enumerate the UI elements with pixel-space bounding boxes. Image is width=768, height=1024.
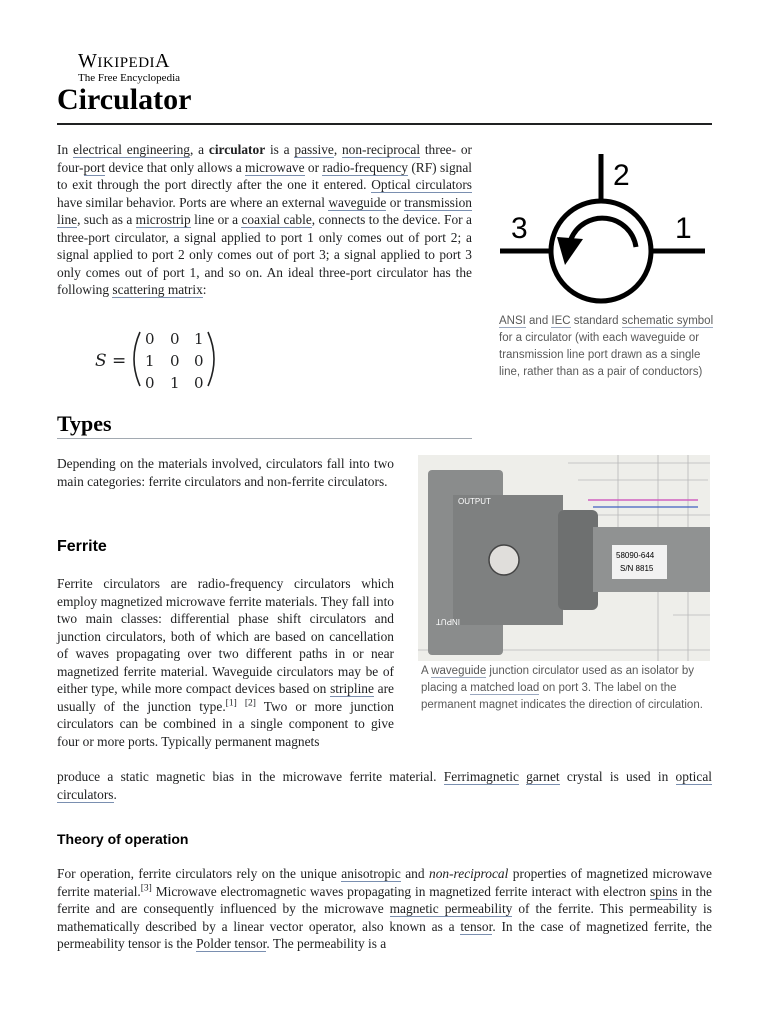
matrix-cell: 1	[145, 352, 155, 370]
link-tensor[interactable]: tensor	[460, 918, 493, 934]
matrix-cell: 1	[194, 330, 204, 348]
theory-paragraph: For operation, ferrite circulators rely on the unique anisotropic and non-reciprocal properties of magnetized microwave ferrite material.[3] Microwave electromagnetic waves propagating in magnetized ferrite interact with electron spins in the ferrite and are consequently influenced by the microwave magnetic permeability of the ferrite. This permeability is mathematically described by a linear vector operator, also known as a tensor. In the case of magnetized ferrite, the permeability tensor is the Polder tensor. The permeability is a	[57, 866, 713, 951]
link-radio-frequency[interactable]: radio-frequency	[322, 159, 408, 175]
link-spins[interactable]: spins	[649, 883, 678, 899]
port-3-label: 3	[511, 212, 528, 245]
matrix-cell: 0	[145, 374, 155, 392]
link-coaxial-cable[interactable]: coaxial cable	[241, 212, 312, 227]
matrix-cell: 0	[194, 352, 204, 370]
link-microwave[interactable]: microwave	[245, 159, 305, 175]
title-rule	[57, 123, 712, 125]
matrix-right-paren	[208, 332, 214, 386]
waveguide-circulator-photo[interactable]	[418, 455, 710, 661]
link-iec[interactable]: IEC	[551, 315, 571, 327]
photo-magnet-label	[489, 545, 519, 575]
wikipedia-tagline: The Free Encyclopedia	[78, 72, 181, 84]
port-2-label: 2	[613, 159, 630, 192]
photo-junction	[558, 510, 598, 610]
link-electrical-engineering[interactable]: electrical engineering	[72, 142, 191, 157]
ferrite-paragraph-continued: produce a static magnetic bias in the microwave ferrite material. Ferrimagnetic garnet crystal is used in optical circulators.	[57, 769, 712, 802]
matrix-equals: =	[112, 351, 127, 371]
link-waveguide-caption[interactable]: waveguide	[431, 665, 487, 677]
section-heading-types: Types	[57, 411, 112, 436]
photo-input-label: INPUT	[436, 617, 460, 626]
port-1-label: 1	[675, 212, 692, 245]
matrix-cell: 0	[170, 330, 180, 348]
reference-2[interactable]: [2]	[244, 698, 256, 709]
link-non-reciprocal[interactable]: non-reciprocal	[341, 142, 421, 157]
matrix-symbol: S	[95, 351, 107, 371]
schematic-caption: ANSI and IEC standard schematic symbol for a circulator (with each waveguide or transmission line port drawn as a single line, rather than as a pair of conductors)	[499, 315, 714, 378]
ferrite-paragraph: Ferrite circulators are radio-frequency circulators which employ magnetized microwave ferrite materials. They fall into two main classes: differential phase shift circulators and junction circulators, both of which are based on cancellation of waves propagating over two different paths in or near magnetized ferrite material. Waveguide circulators may be of either type, while more compact devices based on stripline are usually of the junction type.[1] [2] Two or more junction circulators can be combined in a single component to give four or more ports. Typically permanent magnets	[57, 576, 395, 749]
link-garnet[interactable]: garnet	[526, 769, 560, 784]
types-rule	[57, 438, 472, 439]
circulator-schematic-image[interactable]	[495, 148, 715, 308]
link-waveguide[interactable]: waveguide	[328, 194, 387, 210]
wikipedia-wordmark[interactable]: WIKIPEDIA	[78, 50, 170, 72]
link-optical-circulators-2[interactable]: optical circulators	[57, 769, 712, 802]
photo-caption: A waveguide junction circulator used as an isolator by placing a matched load on port 3. The label on the permanent magnet indicates the direction of circulation.	[421, 665, 703, 711]
photo-serial-number: S/N 8815	[620, 564, 654, 573]
link-stripline[interactable]: stripline	[330, 681, 374, 696]
italic-non-reciprocal: non-reciprocal	[429, 866, 509, 881]
link-scattering-matrix[interactable]: scattering matrix	[112, 282, 203, 297]
link-ferrimagnetic[interactable]: Ferrimagnetic	[443, 769, 519, 784]
link-passive[interactable]: passive	[294, 142, 334, 157]
reference-3[interactable]: [3]	[140, 883, 152, 894]
matrix-cell: 0	[170, 352, 180, 370]
matrix-left-paren	[134, 332, 140, 386]
photo-part-number: 58090-644	[616, 551, 655, 560]
types-paragraph: Depending on the materials involved, circulators fall into two main categories: ferrite circulators and non-ferrite circulators.	[57, 456, 394, 489]
bold-circulator: circulator	[208, 142, 266, 157]
section-heading-ferrite: Ferrite	[57, 538, 107, 555]
link-optical-circulators[interactable]: Optical circulators	[371, 177, 472, 192]
section-heading-theory: Theory of operation	[57, 831, 189, 847]
link-matched-load[interactable]: matched load	[470, 682, 540, 694]
intro-paragraph: In electrical engineering, a circulator is a passive, non-reciprocal three- or four-port device that only allows a microwave or radio-frequency (RF) signal to exit through the port directly after the one it entered. Optical circulators have similar behavior. Ports are where an external waveguide or transmission line, such as a microstrip line or a coaxial cable, connects to the device. For a three-port circulator, a signal applied to port 1 only comes out of port 2; a signal applied to port 2 only comes out of port 3; a signal applied to port 3 only comes out of port 1, and so on. An ideal three-port circulator has the following scattering matrix:	[57, 142, 472, 297]
reference-1[interactable]: [1]	[225, 698, 237, 709]
link-ansi[interactable]: ANSI	[499, 315, 526, 327]
link-transmission-line[interactable]: transmission line	[57, 194, 472, 227]
matrix-cell: 0	[145, 330, 155, 348]
link-port[interactable]: port	[83, 159, 106, 175]
link-schematic-symbol[interactable]: schematic symbol	[621, 315, 714, 327]
link-polder-tensor[interactable]: Polder tensor	[196, 936, 267, 951]
photo-output-label: OUTPUT	[458, 497, 491, 506]
link-anisotropic[interactable]: anisotropic	[341, 866, 401, 881]
link-microstrip[interactable]: microstrip	[135, 212, 191, 227]
link-magnetic-permeability[interactable]: magnetic permeability	[389, 901, 513, 916]
matrix-cell: 1	[170, 374, 180, 392]
page-title: Circulator	[57, 83, 192, 116]
matrix-cell: 0	[194, 374, 204, 392]
scattering-matrix-equation	[90, 326, 230, 392]
